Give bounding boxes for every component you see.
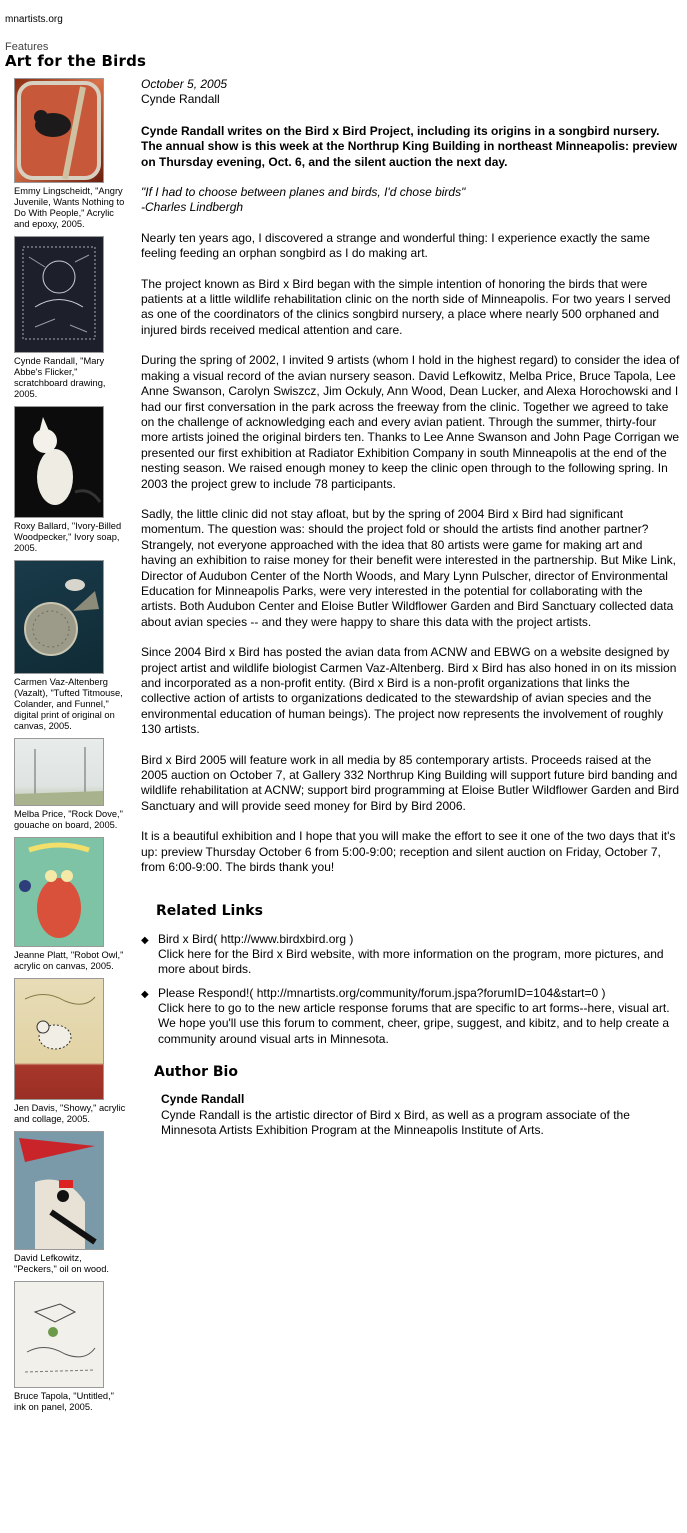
section-label: Features — [5, 41, 49, 53]
artwork-caption: Emmy Lingscheidt, "Angry Juvenile, Wants Nothing to Do With People," Acrylic and epoxy, 2005. — [14, 186, 125, 229]
artwork-caption: Bruce Tapola, "Untitled," ink on panel, 2005. — [14, 1391, 114, 1412]
colander-icon — [15, 561, 103, 673]
ink-drawing-icon — [15, 1282, 103, 1387]
related-link[interactable]: Please Respond!( http://mnartists.org/community/forum.jspa?forumID=104&start=0 ) — [158, 985, 606, 1000]
article-lead: Cynde Randall writes on the Bird x Bird Project, including its origins in a songbird nursery. The annual show is this week at the Northrup King Building in northeast Minneapolis: preview on Thursday evening, Oct. 6, and the silent auction the next day. — [141, 123, 678, 169]
related-link[interactable]: Bird x Bird( http://www.birdxbird.org ) — [158, 931, 354, 946]
related-link-description: Click here for the Bird x Bird website, with more information on the program, more pictures, and more about birds. — [158, 947, 664, 977]
bird-on-branch-icon — [15, 79, 103, 182]
red-owl-painting-image[interactable] — [14, 837, 104, 947]
author-bio-heading: Author Bio — [154, 1063, 238, 1080]
owl-icon — [15, 838, 103, 946]
article-quote-attribution: -Charles Lindbergh — [141, 200, 244, 215]
artwork-figure — [14, 1281, 126, 1413]
artwork-caption: Jeanne Platt, "Robot Owl," acrylic on canvas, 2005. — [14, 950, 124, 971]
article-paragraph: Bird x Bird 2005 will feature work in all media by 85 contemporary artists. Proceeds raised at the 2005 auction on October 7, at Gallery 332 Northrup King Building will support future bird banding and wildlife rehabilitation at ACNW; support bird programming at Eloise Butler Wildflower Garden and Bird Sanctuary and will provide seed money for Bird by Bird 2006. — [141, 752, 680, 813]
page-title: Art for the Birds — [5, 52, 147, 70]
artwork-caption: David Lefkowitz, "Peckers," oil on wood. — [14, 1253, 109, 1274]
artwork-caption: Carmen Vaz-Altenberg (Vazalt), "Tufted Titmouse, Colander, and Funnel," digital print of original on canvas, 2005. — [14, 677, 123, 731]
article-paragraph: Since 2004 Bird x Bird has posted the avian data from ACNW and EBWG on a website designed by project artist and wildlife biologist Carmen Vaz-Altenberg. Bird x Bird has also honed in on its mission and incorporated as a non-profit entity. (Bird x Bird is a non-profit organizations that links the collective action of artists to organizations dedicated to the stewardship of avian species and the environmental education of human beings). The project now represents the involvement of roughly 130 artists. — [141, 645, 677, 737]
diamond-bullet-icon: ◆ — [141, 988, 149, 1000]
artwork-sidebar — [14, 78, 126, 1419]
diamond-bullet-icon: ◆ — [141, 934, 149, 946]
artwork-caption: Cynde Randall, "Mary Abbe's Flicker," scratchboard drawing, 2005. — [14, 356, 106, 399]
article-author: Cynde Randall — [141, 92, 220, 107]
bird-colander-funnel-image[interactable] — [14, 560, 104, 674]
ink-drawing-image[interactable] — [14, 1281, 104, 1388]
related-link-item — [141, 931, 681, 978]
landscape-gouache-image[interactable] — [14, 738, 104, 806]
article-body — [141, 77, 681, 1138]
article-paragraph: The project known as Bird x Bird began with the simple intention of honoring the birds that were patients at a little wildlife rehabilitation clinic on the north side of Minneapolis. For two years I served as one of the coordinators of the clinics songbird nursery, a place where nearly 500 orphaned and injured birds received medical attention and care. — [141, 276, 671, 337]
article-paragraph: It is a beautiful exhibition and I hope that you will make the effort to see it one of the two days that it's up: preview Thursday October 6 from 5:00-9:00; reception and silent auction on Friday, October 7, from 6:00-9:00. The birds thank you! — [141, 829, 676, 875]
artwork-figure — [14, 406, 126, 554]
artwork-figure — [14, 738, 126, 831]
artwork-figure — [14, 560, 126, 732]
soap-bird-icon — [15, 407, 103, 517]
related-link-item — [141, 985, 681, 1047]
article-paragraph: During the spring of 2002, I invited 9 artists (whom I hold in the highest regard) to consider the idea of making a visual record of the avian nursery season. David Lefkowitz, Melba Price, Bruce Tapola, Lee Anne Swanson, Carolyn Swiszcz, Jim Ockuly, Ann Wood, Dean Lucker, and Alexa Horochowski and I had our first conversation in the park across the freeway from the clinic. Together we agreed to take on the challenge of acknowledging each and every avian patient. Through the summer, thirty-four more artists joined the original birders ten. Thanks to Lee Anne Swanson and John Page Corrigan we presented our first exhibition at Radiator Exhibition Company in south Minneapolis at the end of the nesting season. We raised enough money to keep the clinic open through to the following spring. In 2003 the project grew to include 78 participants. — [141, 353, 680, 491]
artwork-figure — [14, 78, 126, 230]
artwork-caption: Jen Davis, "Showy," acrylic and collage, 2005. — [14, 1103, 126, 1124]
artwork-figure — [14, 837, 126, 972]
scratchboard-icon — [15, 237, 103, 352]
article-paragraph: Nearly ten years ago, I discovered a strange and wonderful thing: I experience exactly the same feeling feeding an orphan songbird as I do making art. — [141, 230, 650, 261]
scratchboard-drawing-image[interactable] — [14, 236, 104, 353]
related-links-heading: Related Links — [156, 903, 263, 920]
landscape-icon — [15, 739, 103, 805]
collage-bird-icon — [15, 979, 103, 1099]
soap-bird-sculpture-image[interactable] — [14, 406, 104, 518]
author-bio-text: Cynde Randall is the artistic director of Bird x Bird, as well as a program associate of the Minnesota Artists Exhibition Program at the Minneapolis Institute of Arts. — [161, 1107, 630, 1137]
related-links-list — [141, 932, 681, 1047]
article-paragraph: Sadly, the little clinic did not stay afloat, but by the spring of 2004 Bird x Bird had significant momentum. The question was: should the project fold or should the artists find another partner? Strangely, not everyone approached with the idea that 80 artists were game for making art and having an exhibition to raise money for their benefit were interested in the partnership. But Mike Link, Director of Audubon Center of the North Woods, and Mary Lynn Pulscher, director of Environmental Education for Minneapolis Parks, were very interested in the potential for collaborating with the artists. Both Audubon Center and Eloise Butler Wildflower Garden and Bird Sanctuary collected data about avian species -- and they were happy to share this data with the project artists. — [141, 506, 676, 629]
bird-collage-image[interactable] — [14, 978, 104, 1100]
article-date: October 5, 2005 — [141, 77, 228, 91]
author-name: Cynde Randall — [161, 1092, 245, 1107]
artwork-figure — [14, 236, 126, 400]
site-name[interactable]: mnartists.org — [5, 14, 63, 25]
artwork-figure — [14, 1131, 126, 1275]
artwork-figure — [14, 978, 126, 1125]
related-link-description: Click here to go to the new article response forums that are specific to art forms--here, visual art. We hope you'll use this forum to comment, cheer, gripe, suggest, and kibitz, and to help create a community around visual arts in Minnesota. — [158, 1001, 670, 1046]
woodpecker-pennant-image[interactable] — [14, 1131, 104, 1250]
article-quote: "If I had to choose between planes and birds, I'd chose birds" — [141, 185, 466, 200]
author-bio — [141, 1092, 681, 1138]
painting-bird-on-branch-image[interactable] — [14, 78, 104, 183]
woodpecker-icon — [15, 1132, 103, 1249]
artwork-caption: Roxy Ballard, "Ivory-Billed Woodpecker," Ivory soap, 2005. — [14, 521, 122, 553]
artwork-caption: Melba Price, "Rock Dove," gouache on board, 2005. — [14, 809, 123, 830]
